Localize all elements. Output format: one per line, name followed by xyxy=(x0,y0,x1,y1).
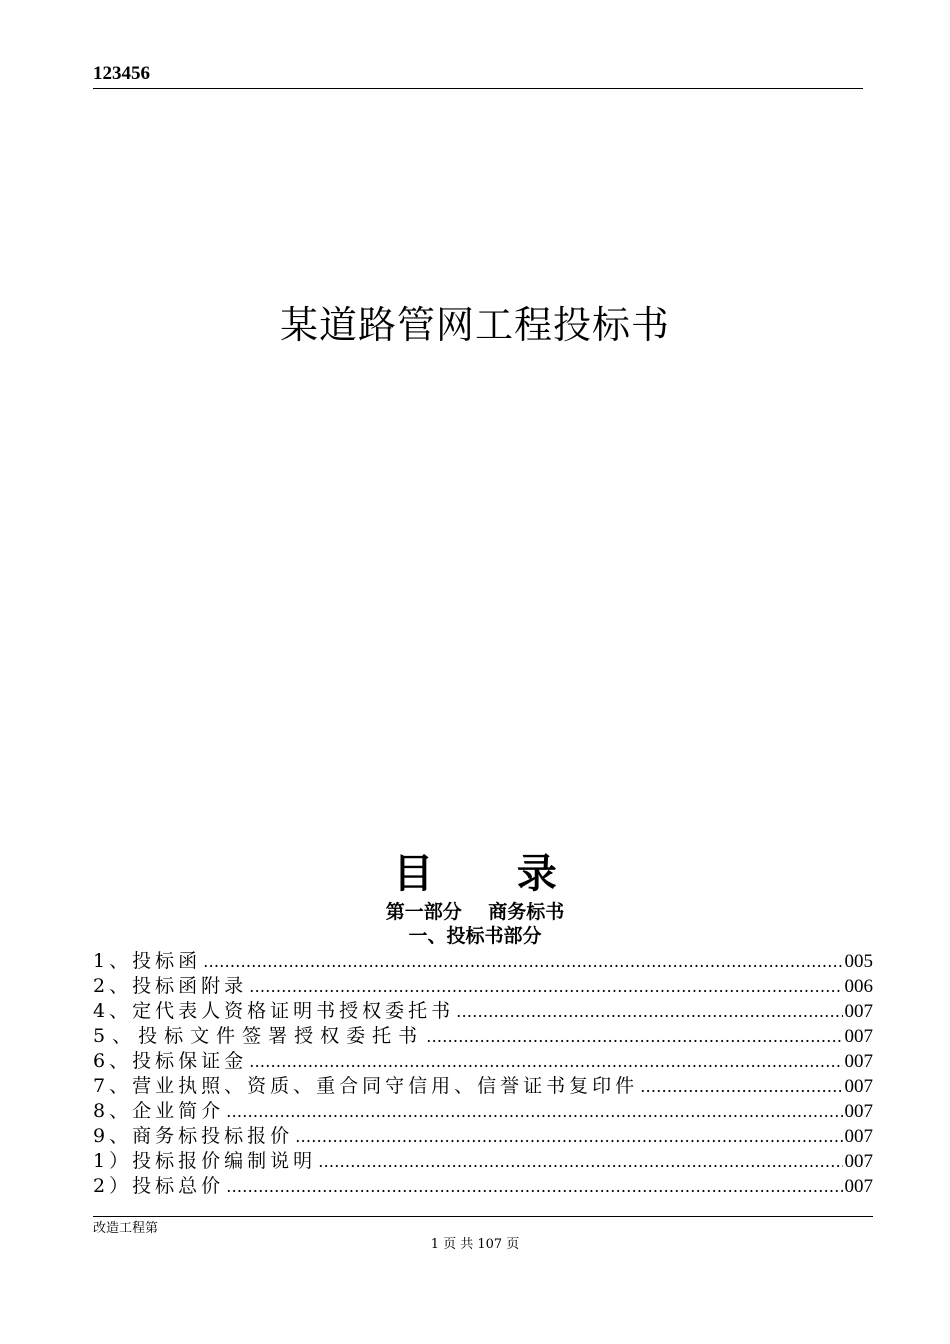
toc-leader-dots xyxy=(640,1074,842,1099)
toc-entry-label: 5、投标文件签署授权委托书 xyxy=(93,1025,425,1047)
toc-entry-page: 007 xyxy=(844,1051,873,1072)
toc-entry-label: 4、定代表人资格证明书授权委托书 xyxy=(93,1000,455,1022)
toc-leader-dots xyxy=(226,1099,842,1124)
toc-entry-page: 007 xyxy=(844,1076,873,1097)
footer-page-number: 1 页 共 107 页 xyxy=(430,1237,520,1252)
toc-part-heading: 第一部分 商务标书 xyxy=(385,901,565,923)
toc-leader-dots xyxy=(226,1174,842,1199)
toc-entry-page: 007 xyxy=(844,1151,873,1172)
toc-leader-dots xyxy=(295,1124,842,1149)
toc-entry[interactable] xyxy=(93,1099,873,1124)
toc-entry[interactable] xyxy=(93,1049,873,1074)
toc-entry-label: 1）投标报价编制说明 xyxy=(93,1150,317,1172)
toc-entry-page: 007 xyxy=(844,1001,873,1022)
toc-leader-dots xyxy=(249,1049,842,1074)
toc-entry-page: 006 xyxy=(844,976,873,997)
toc-leader-dots xyxy=(318,1149,842,1174)
toc-entry-label: 1、投标函 xyxy=(93,950,202,972)
toc-entry-page: 007 xyxy=(844,1101,873,1122)
toc-entry-page: 007 xyxy=(844,1026,873,1047)
toc-leader-dots xyxy=(249,974,842,999)
page-header xyxy=(93,62,863,89)
toc-entry[interactable] xyxy=(93,999,873,1024)
toc-heading: 目 录 xyxy=(393,851,557,897)
toc-section-heading: 一、投标书部分 xyxy=(408,925,542,947)
toc-entry[interactable] xyxy=(93,1074,873,1099)
toc-entry[interactable] xyxy=(93,1024,873,1049)
toc-list xyxy=(93,949,873,1199)
toc-entry-label: 6、投标保证金 xyxy=(93,1050,248,1072)
toc-entry-label: 2）投标总价 xyxy=(93,1175,225,1197)
toc-entry-label: 8、企业简介 xyxy=(93,1100,225,1122)
toc-entry-page: 005 xyxy=(844,951,873,972)
toc-entry[interactable] xyxy=(93,1174,873,1199)
header-code: 123456 xyxy=(93,63,150,84)
document-title: 某道路管网工程投标书 xyxy=(279,303,670,347)
toc-entry[interactable] xyxy=(93,949,873,974)
toc-entry[interactable] xyxy=(93,1149,873,1174)
toc-entry-label: 9、商务标投标报价 xyxy=(93,1125,294,1147)
toc-leader-dots xyxy=(426,1024,842,1049)
footer-divider xyxy=(93,1216,873,1217)
toc-leader-dots xyxy=(203,949,842,974)
toc-entry[interactable] xyxy=(93,974,873,999)
toc-entry-page: 007 xyxy=(844,1126,873,1147)
toc-leader-dots xyxy=(456,999,842,1024)
toc-entry-page: 007 xyxy=(844,1176,873,1197)
footer-text: 改造工程第 xyxy=(93,1221,159,1236)
toc-entry-label: 2、投标函附录 xyxy=(93,975,248,997)
toc-entry-label: 7、营业执照、资质、重合同守信用、信誉证书复印件 xyxy=(93,1075,639,1097)
toc-entry[interactable] xyxy=(93,1124,873,1149)
